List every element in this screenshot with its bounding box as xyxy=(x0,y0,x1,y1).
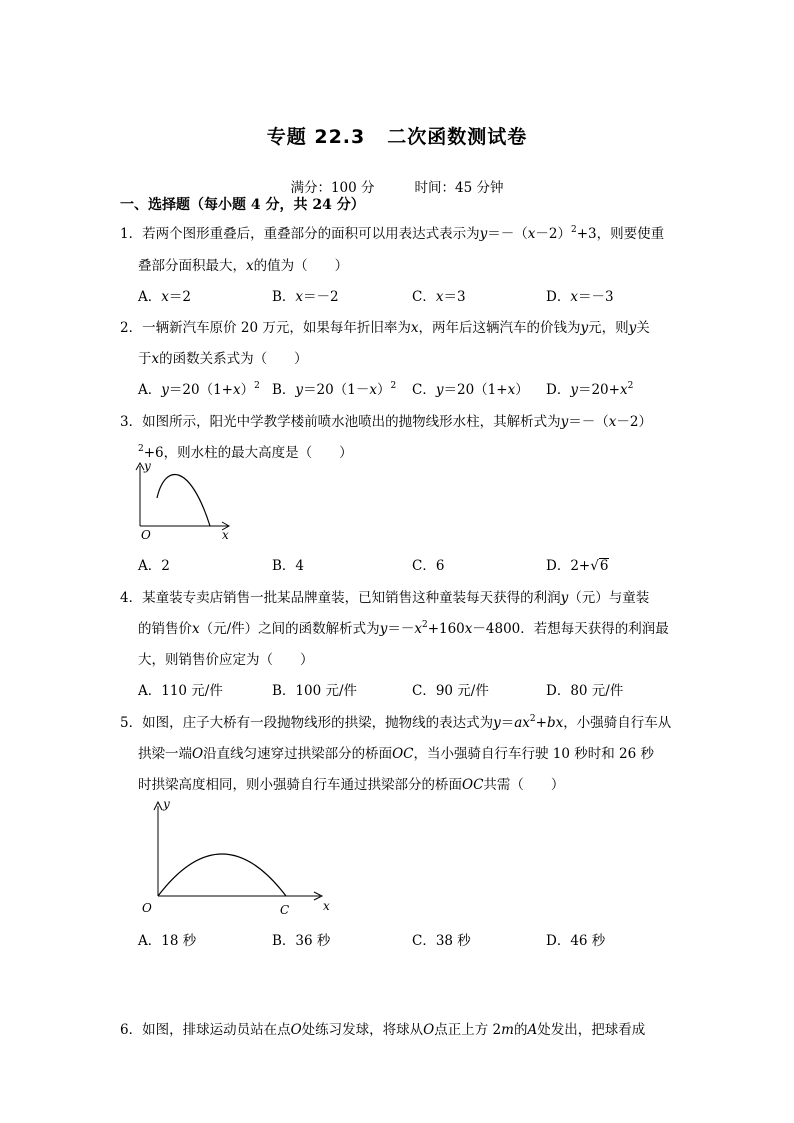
q3-line2: $^2$+6，则水柱的最大高度是（ ） xyxy=(138,444,353,461)
q1-option-b: B．x＝－2 xyxy=(272,289,339,305)
q5-option-a: A．18 秒 xyxy=(138,933,197,949)
q3-label-o: O xyxy=(141,528,151,542)
q2-option-b: B．$y=20(1-x)^2$ xyxy=(272,381,397,398)
q5-option-d: D．46 秒 xyxy=(546,933,606,949)
q6-line1: 6．如图，排球运动员站在点O处练习发球，将球从O点正上方 2m的A处发出，把球看成 xyxy=(120,1022,646,1038)
q5-line2: 拱梁一端O沿直线匀速穿过拱梁部分的桥面OC，当小强骑自行车行驶 10 秒时和 26 秒 xyxy=(138,746,655,762)
q3-option-c: C．6 xyxy=(412,558,445,574)
q5-arch xyxy=(158,854,286,896)
time-limit: 时间：45 分钟 xyxy=(414,180,504,196)
q4-option-a: A．110 元/件 xyxy=(138,683,223,699)
page-title xyxy=(0,122,794,149)
title-sub: 二次函数测试卷 xyxy=(387,126,528,148)
q2-option-d: D．$y=20+x^2$ xyxy=(546,381,634,398)
q2-option-a: A．$y=20(1+x)^2$ xyxy=(138,381,260,398)
q3-option-a: A．2 xyxy=(138,558,170,574)
q3-label-x: x xyxy=(222,528,229,542)
q5-label-o: O xyxy=(142,901,152,915)
q5-label-c: C xyxy=(280,903,290,917)
q3-option-d: D．2+√6 xyxy=(546,558,609,574)
q5-line3: 时拱梁高度相同，则小强骑自行车通过拱梁部分的桥面OC共需（ ） xyxy=(138,777,565,793)
q3-label-y: y xyxy=(144,459,151,473)
q2-line1: 2．一辆新汽车原价 20 万元，如果每年折旧率为x，两年后这辆汽车的价钱为y元，则y关 xyxy=(120,320,650,336)
q4-option-d: D．80 元/件 xyxy=(546,683,624,699)
q4-line3: 大，则销售价应定为（ ） xyxy=(138,652,314,668)
q4-option-c: C．90 元/件 xyxy=(412,683,489,699)
q2-option-c: C．y＝20（1+x） xyxy=(412,382,529,398)
full-score: 满分：100 分 xyxy=(290,180,375,196)
title-main: 专题 22.3 xyxy=(266,126,366,148)
exam-meta xyxy=(0,176,794,196)
q3-parabola xyxy=(157,474,210,526)
q2-line2: 于x的函数关系式为（ ） xyxy=(138,351,308,367)
q5-line1: 5．如图，庄子大桥有一段抛物线形的拱梁，抛物线的表达式为$y=ax^2+bx$，小强骑自行车从 xyxy=(120,714,672,731)
q1-line1: 1．若两个图形重叠后，重叠部分的面积可以用表达式表示为$y=-(x-2)^2+3$，则要使重 xyxy=(120,225,665,242)
q1-line2: 叠部分面积最大，x的值为（ ） xyxy=(138,258,349,274)
q5-label-x: x xyxy=(323,899,330,913)
q3-option-b: B．4 xyxy=(272,558,305,574)
q3-figure xyxy=(130,458,240,546)
q1-option-d: D．x＝－3 xyxy=(546,289,614,305)
q4-line2: 的销售价x（元/件）之间的函数解析式为$y=-x^2+160x-4800$．若想每天获得的利润最 xyxy=(138,620,669,637)
q5-label-y: y xyxy=(163,797,170,811)
q5-option-b: B．36 秒 xyxy=(272,933,331,949)
q3-line1: 3．如图所示，阳光中学教学楼前喷水池喷出的抛物线形水柱，其解析式为y＝－（x－2） xyxy=(120,414,652,430)
q1-option-a: A．x＝2 xyxy=(138,289,191,305)
q5-figure xyxy=(130,794,340,920)
q4-option-b: B．100 元/件 xyxy=(272,683,358,699)
section-heading: 一、选择题（每小题 4 分，共 24 分） xyxy=(120,197,365,213)
q4-line1: 4．某童装专卖店销售一批某品牌童装，已知销售这种童装每天获得的利润y（元）与童装 xyxy=(120,590,650,606)
q5-option-c: C．38 秒 xyxy=(412,933,471,949)
q1-option-c: C．x＝3 xyxy=(412,289,466,305)
